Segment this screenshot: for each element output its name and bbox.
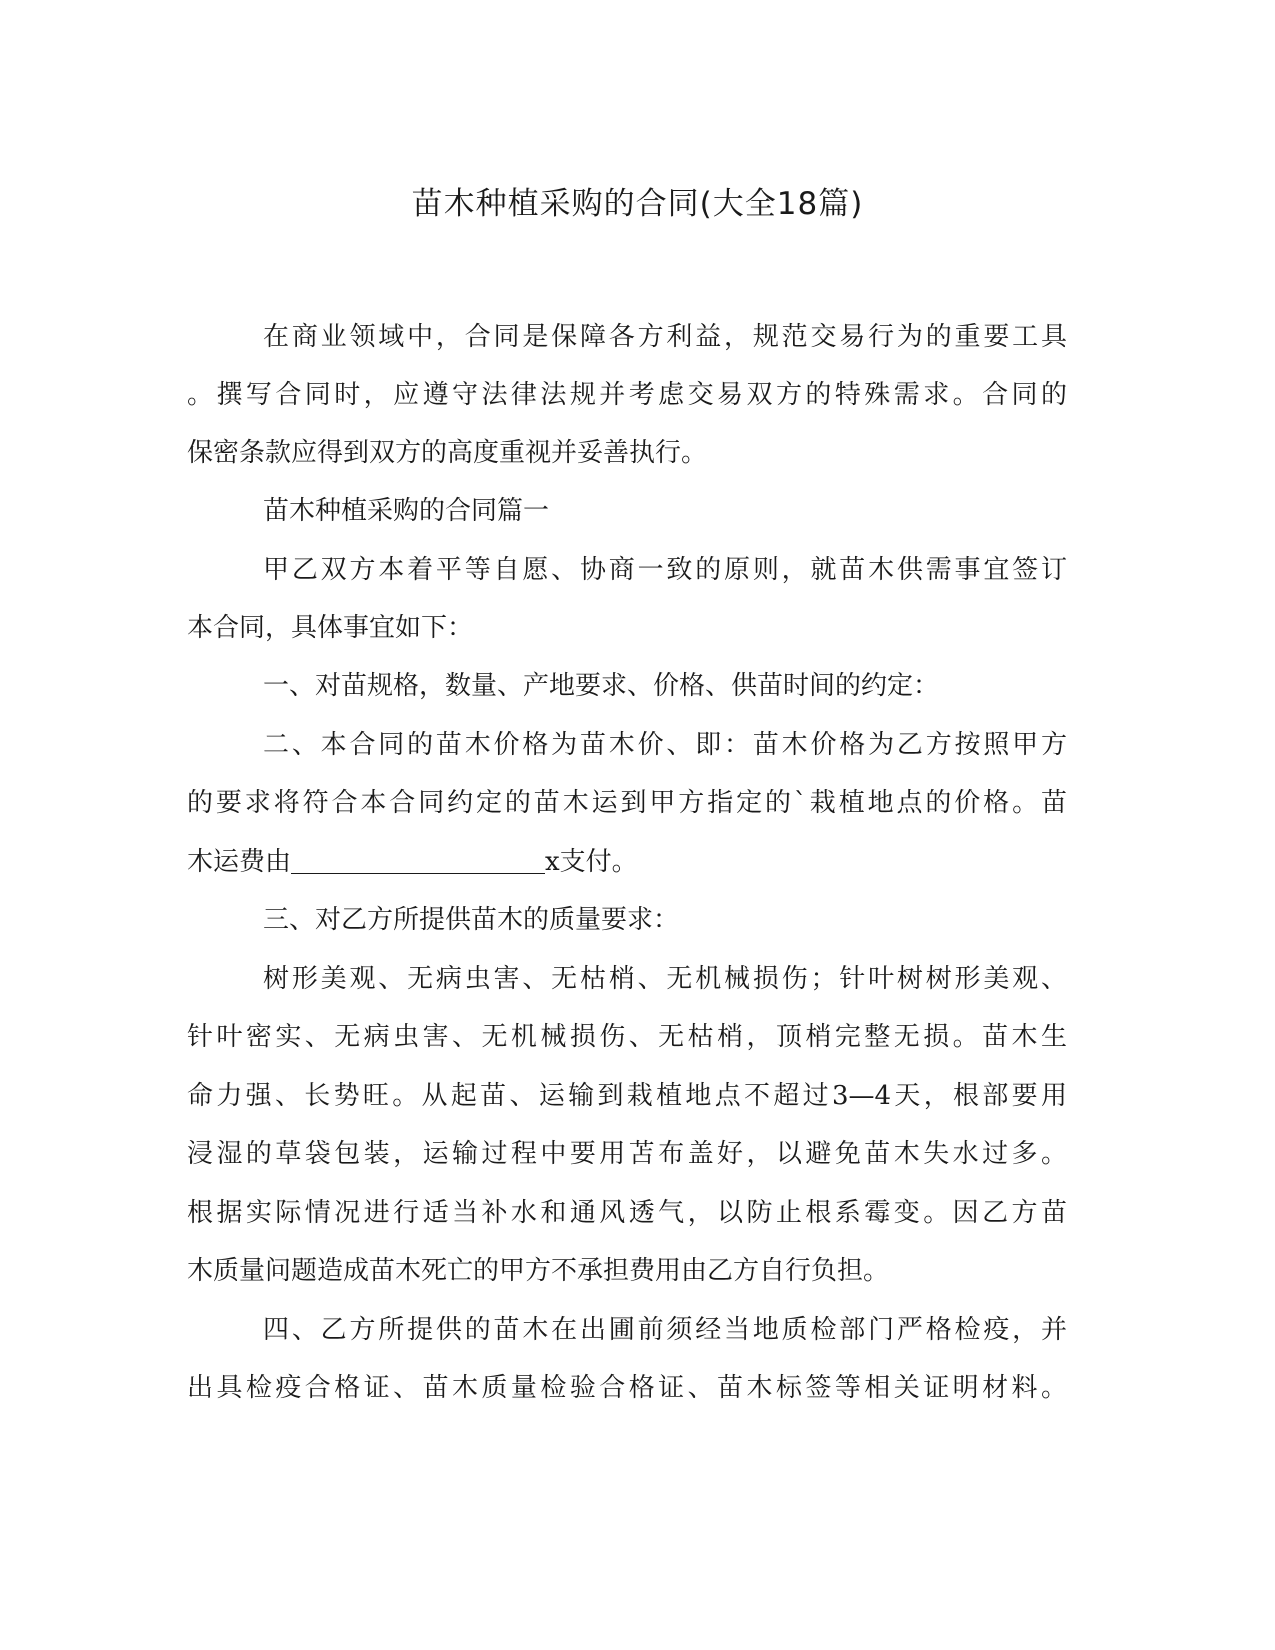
paragraph-line: 。撰写合同时，应遵守法律法规并考虑交易双方的特殊需求。合同的 bbox=[187, 380, 1067, 410]
paragraph-line: 三、对乙方所提供苗木的质量要求： bbox=[263, 905, 680, 935]
paragraph-line: 命力强、长势旺。从起苗、运输到栽植地点不超过3—4天，根部要用 bbox=[187, 1081, 1067, 1111]
paragraph-line: 的要求将符合本合同约定的苗木运到甲方指定的`栽植地点的价格。苗 bbox=[187, 788, 1067, 818]
paragraph-line: 出具检疫合格证、苗木质量检验合格证、苗木标签等相关证明材料。 bbox=[187, 1373, 1067, 1403]
paragraph-line: 保密条款应得到双方的高度重视并妥善执行。 bbox=[187, 438, 708, 468]
paragraph-line: 二、本合同的苗木价格为苗木价、即：苗木价格为乙方按照甲方 bbox=[263, 730, 1067, 760]
freight-payer-blank bbox=[291, 847, 545, 874]
paragraph-line: 在商业领域中，合同是保障各方利益，规范交易行为的重要工具 bbox=[263, 322, 1067, 352]
freight-suffix: x支付。 bbox=[545, 847, 638, 877]
paragraph-line: 根据实际情况进行适当补水和通风透气，以防止根系霉变。因乙方苗 bbox=[187, 1198, 1067, 1228]
section-heading: 苗木种植采购的合同篇一 bbox=[263, 496, 550, 526]
paragraph-line: 四、乙方所提供的苗木在出圃前须经当地质检部门严格检疫，并 bbox=[263, 1315, 1067, 1345]
paragraph-line: 浸湿的草袋包装，运输过程中要用苫布盖好，以避免苗木失水过多。 bbox=[187, 1139, 1067, 1169]
paragraph-line: 针叶密实、无病虫害、无机械损伤、无枯梢，顶梢完整无损。苗木生 bbox=[187, 1022, 1067, 1052]
paragraph-line-with-blank bbox=[187, 843, 1067, 881]
paragraph-line: 木质量问题造成苗木死亡的甲方不承担费用由乙方自行负担。 bbox=[187, 1256, 890, 1286]
paragraph-line: 本合同，具体事宜如下： bbox=[187, 613, 474, 643]
paragraph-line: 甲乙双方本着平等自愿、协商一致的原则，就苗木供需事宜签订 bbox=[263, 555, 1067, 585]
freight-label: 木运费由 bbox=[187, 847, 292, 877]
document-title: 苗木种植采购的合同(大全18篇) bbox=[411, 186, 864, 222]
paragraph-line: 树形美观、无病虫害、无枯梢、无机械损伤；针叶树树形美观、 bbox=[263, 964, 1067, 994]
paragraph-line: 一、对苗规格，数量、产地要求、价格、供苗时间的约定： bbox=[263, 671, 940, 701]
